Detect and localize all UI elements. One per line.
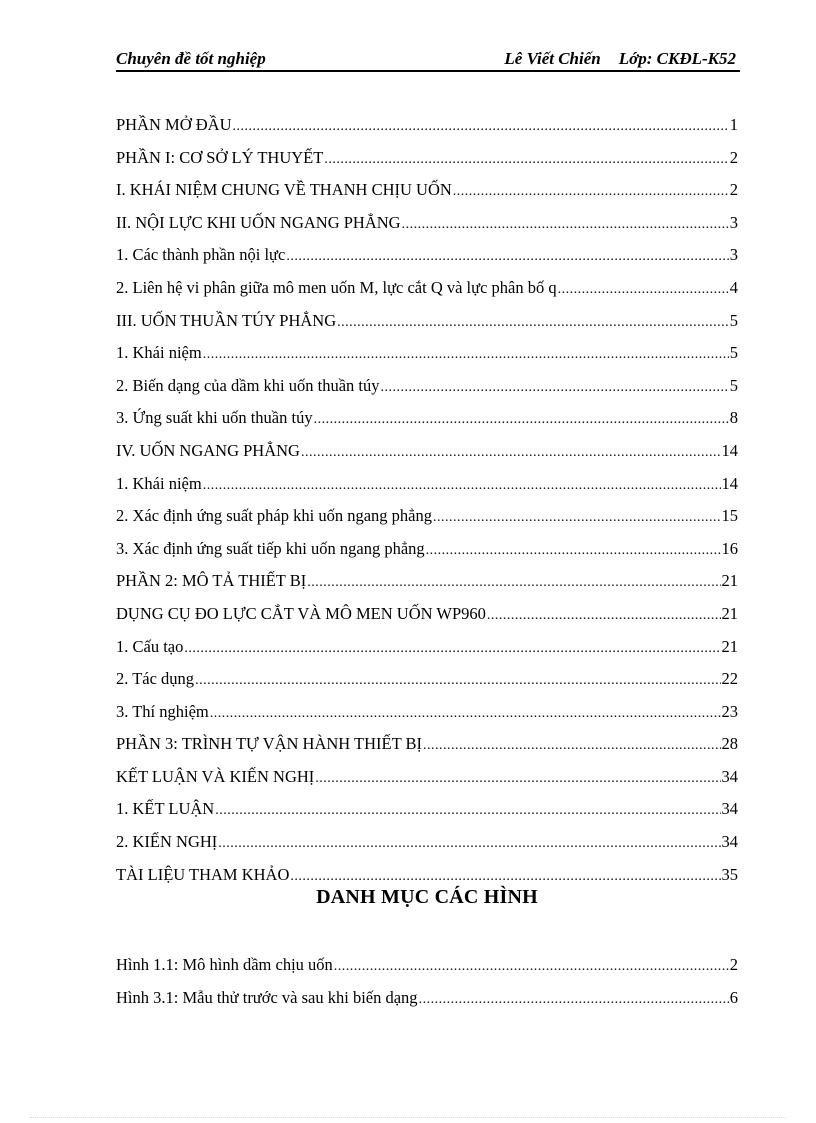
page-header — [116, 48, 740, 72]
dot-leader — [301, 445, 721, 461]
toc-entry[interactable] — [116, 702, 738, 735]
toc-entry[interactable] — [116, 311, 738, 344]
toc-entry-title: 1. Khái niệm — [116, 473, 202, 493]
dot-leader — [195, 673, 720, 689]
toc-entry-page-number: 34 — [721, 766, 738, 786]
toc-entry-title: TÀI LIỆU THAM KHẢO — [116, 864, 290, 884]
toc-entry-title: IV. UỐN NGANG PHẲNG — [116, 440, 300, 460]
toc-entry-page-number: 21 — [721, 603, 738, 623]
dot-leader — [453, 184, 729, 200]
toc-entry[interactable] — [116, 669, 738, 702]
figures-list — [116, 955, 738, 1020]
toc-entry[interactable] — [116, 767, 738, 800]
dot-leader — [426, 543, 721, 559]
toc-entry-page-number: 1 — [729, 115, 738, 134]
figure-entry[interactable] — [116, 955, 738, 988]
toc-entry-page-number: 5 — [729, 310, 738, 330]
toc-entry[interactable] — [116, 115, 738, 148]
toc-entry-title: 3. Xác định ứng suất tiếp khi uốn ngang phẳng — [116, 538, 425, 558]
toc-entry-title: II. NỘI LỰC KHI UỐN NGANG PHẲNG — [116, 212, 401, 232]
toc-entry-title: 1. Cấu tạo — [116, 636, 184, 656]
dot-leader — [218, 836, 720, 852]
toc-entry[interactable] — [116, 571, 738, 604]
toc-entry[interactable] — [116, 506, 738, 539]
toc-entry[interactable] — [116, 343, 738, 376]
toc-entry-page-number: 34 — [721, 832, 738, 852]
toc-entry[interactable] — [116, 474, 738, 507]
toc-entry-page-number: 4 — [729, 277, 738, 297]
toc-entry-page-number: 15 — [721, 506, 738, 526]
dot-leader — [233, 119, 729, 135]
toc-entry[interactable] — [116, 245, 738, 278]
toc-entry[interactable] — [116, 376, 738, 409]
figures-list-title: DANH MỤC CÁC HÌNH — [316, 886, 538, 908]
header-class: Lớp: CKĐL-K52 — [618, 49, 736, 68]
dot-leader — [307, 575, 720, 591]
dot-leader — [337, 315, 729, 331]
toc-entry-title: 2. Tác dụng — [116, 669, 195, 689]
toc-entry-title: 3. Ứng suất khi uốn thuần túy — [116, 408, 313, 428]
toc-entry-title: 2. Xác định ứng suất pháp khi uốn ngang phẳng — [116, 506, 432, 526]
toc-entry-page-number: 23 — [721, 701, 738, 721]
toc-entry-page-number: 5 — [729, 375, 738, 395]
toc-entry-title: PHẦN I: CƠ SỞ LÝ THUYẾT — [116, 147, 324, 167]
toc-entry-page-number: 21 — [721, 571, 738, 591]
toc-entry-page-number: 3 — [729, 212, 738, 232]
toc-entry-title: PHẦN MỞ ĐẦU — [116, 115, 232, 134]
toc-entry[interactable] — [116, 278, 738, 311]
toc-entry-title: 2. Biến dạng của dầm khi uốn thuần túy — [116, 375, 380, 395]
toc-entry[interactable] — [116, 180, 738, 213]
dot-leader — [184, 641, 720, 657]
dot-leader — [381, 380, 729, 396]
dot-leader — [433, 510, 721, 526]
figure-entry-title: Hình 1.1: Mô hình dầm chịu uốn — [116, 955, 333, 974]
dot-leader — [487, 608, 721, 624]
figure-entry-title: Hình 3.1: Mẫu thử trước và sau khi biến dạng — [116, 987, 418, 1007]
dot-leader — [215, 803, 720, 819]
table-of-contents — [116, 115, 738, 897]
figure-entry-page-number: 6 — [729, 987, 738, 1007]
toc-entry-page-number: 28 — [721, 734, 738, 754]
toc-entry[interactable] — [116, 148, 738, 181]
dot-leader — [203, 347, 729, 363]
dot-leader — [290, 869, 720, 885]
toc-entry-title: 2. Liên hệ vi phân giữa mô men uốn M, lực cắt Q và lực phân bố q — [116, 277, 557, 297]
dot-leader — [419, 992, 729, 1008]
toc-entry-title: PHẦN 2: MÔ TẢ THIẾT BỊ — [116, 571, 307, 591]
header-author: Lê Viết Chiến — [504, 49, 601, 68]
toc-entry[interactable] — [116, 441, 738, 474]
toc-entry-title: 3. Thí nghiệm — [116, 701, 209, 721]
toc-entry[interactable] — [116, 539, 738, 572]
dot-leader — [324, 152, 728, 168]
toc-entry[interactable] — [116, 604, 738, 637]
toc-entry-title: 1. Các thành phần nội lực — [116, 245, 286, 265]
figure-entry[interactable] — [116, 988, 738, 1021]
toc-entry-title: 2. KIẾN NGHỊ — [116, 832, 218, 852]
toc-entry-page-number: 14 — [721, 473, 738, 493]
dot-leader — [203, 478, 721, 494]
toc-entry-page-number: 2 — [729, 180, 738, 200]
toc-entry-page-number: 35 — [721, 864, 738, 884]
toc-entry[interactable] — [116, 213, 738, 246]
toc-entry-title: PHẦN 3: TRÌNH TỰ VẬN HÀNH THIẾT BỊ — [116, 734, 422, 754]
toc-entry-page-number: 8 — [729, 408, 738, 428]
figure-entry-page-number: 2 — [729, 955, 738, 974]
dot-leader — [423, 738, 721, 754]
toc-entry[interactable] — [116, 408, 738, 441]
toc-entry-title: 1. Khái niệm — [116, 343, 202, 363]
toc-entry[interactable] — [116, 734, 738, 767]
dot-leader — [210, 706, 721, 722]
toc-entry-page-number: 34 — [721, 799, 738, 819]
dot-leader — [558, 282, 729, 298]
dot-leader — [402, 217, 729, 233]
toc-entry-title: I. KHÁI NIỆM CHUNG VỀ THANH CHỊU UỐN — [116, 180, 452, 200]
dot-leader — [286, 249, 728, 265]
toc-entry-page-number: 22 — [721, 669, 738, 689]
toc-entry-page-number: 21 — [721, 636, 738, 656]
toc-entry-title: 1. KẾT LUẬN — [116, 799, 215, 819]
dot-leader — [315, 771, 720, 787]
toc-entry-page-number: 2 — [729, 147, 738, 167]
header-document-type: Chuyên đề tốt nghiệp — [116, 49, 266, 68]
toc-entry-title: DỤNG CỤ ĐO LỰC CẮT VÀ MÔ MEN UỐN WP960 — [116, 603, 486, 623]
toc-entry-page-number: 16 — [721, 538, 738, 558]
header-author-class — [504, 49, 736, 69]
toc-entry-page-number: 5 — [729, 343, 738, 363]
toc-entry-page-number: 14 — [721, 440, 738, 460]
dot-leader — [314, 412, 729, 428]
toc-entry[interactable] — [116, 832, 738, 865]
toc-entry[interactable] — [116, 799, 738, 832]
toc-entry[interactable] — [116, 637, 738, 670]
dot-leader — [334, 959, 729, 975]
page-bottom-divider — [30, 1117, 786, 1118]
toc-entry-title: III. UỐN THUẦN TÚY PHẲNG — [116, 310, 337, 330]
toc-entry-page-number: 3 — [729, 245, 738, 265]
toc-entry-title: KẾT LUẬN VÀ KIẾN NGHỊ — [116, 766, 315, 786]
